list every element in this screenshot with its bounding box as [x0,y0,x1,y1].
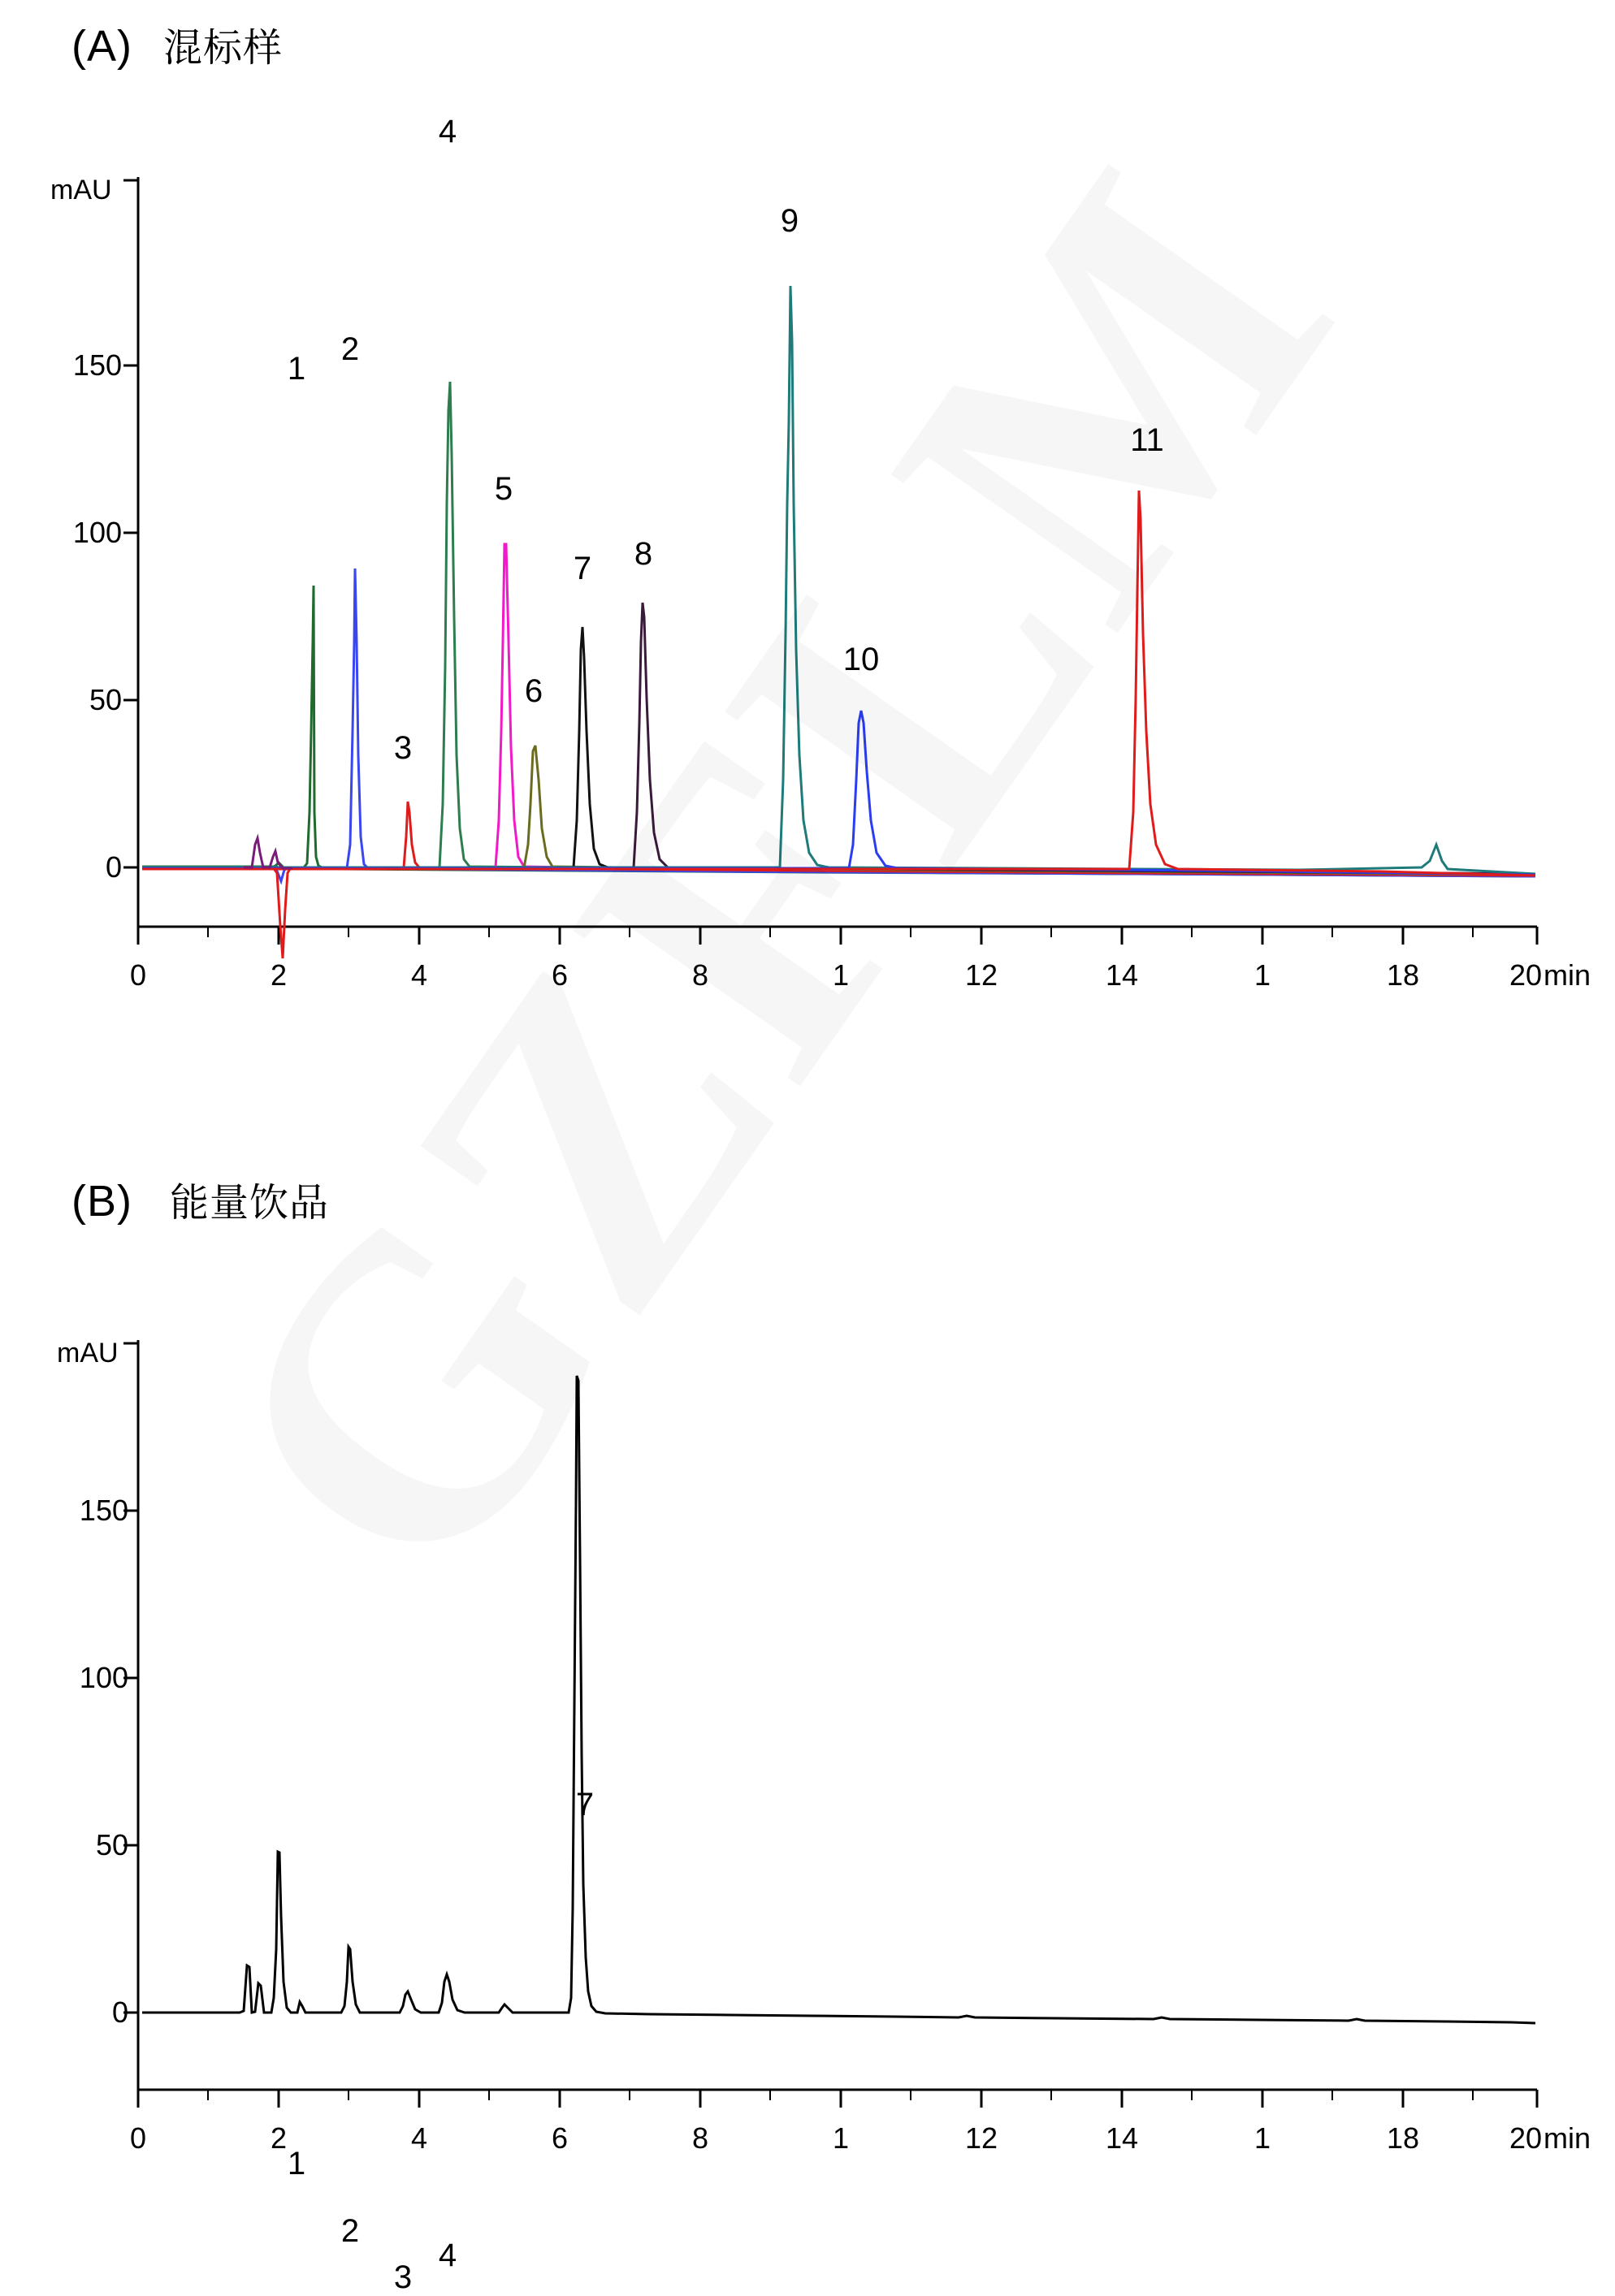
panel-a-xtick-20: 20 [1509,958,1543,992]
panel-a-xtick-16: 1 [1253,958,1271,992]
panel-a-title-text: 混标样 [163,25,284,71]
panel-a-peak-label-7: 7 [573,551,592,586]
panel-a-ytick-0: 0 [105,850,122,884]
panel-b-xtick-20: 20 [1509,2121,1543,2155]
panel-a-xtick-2: 2 [270,958,288,992]
panel-b-ytick-100: 100 [79,1661,128,1694]
chromatogram-panel-b [0,1137,1615,2295]
panel-b-y-axis-label: mAU [57,1338,119,1369]
panel-b-peak-label-4: 4 [438,2238,457,2273]
panel-a-peak-label-6: 6 [524,673,543,709]
panel-a-xtick-10: 1 [832,958,850,992]
panel-b-xtick-8: 8 [691,2121,709,2155]
panel-a-peak-label-1: 1 [287,351,306,387]
panel-b-xtick-18: 18 [1386,2121,1420,2155]
panel-a-xtick-14: 14 [1105,958,1139,992]
chromatogram-panel-a [0,0,1615,1080]
panel-b-xtick-16: 1 [1253,2121,1271,2155]
panel-a-peak-label-2: 2 [340,331,360,367]
panel-a-peak-label-8: 8 [634,536,653,572]
panel-b-ytick-0: 0 [111,1995,128,2029]
panel-a-ytick-50: 50 [89,683,122,716]
trace-front-noise [244,838,292,868]
panel-a-ytick-150: 150 [72,348,122,382]
panel-a-peak-label-11: 11 [1130,422,1164,458]
panel-a-peak-label-10: 10 [842,642,880,677]
panel-b-xtick-10: 1 [832,2121,850,2155]
panel-b-ytick-50: 50 [95,1828,128,1861]
panel-a-xtick-18: 18 [1386,958,1420,992]
panel-b-plot-svg [0,1137,1615,2220]
panel-b-xtick-4: 4 [410,2121,428,2155]
panel-a-plot-svg [0,0,1615,1080]
panel-b-xtick-2: 2 [270,2121,288,2155]
panel-a-xtick-12: 12 [964,958,998,992]
panel-a-xtick-0: 0 [129,958,147,992]
panel-a-xtick-6: 6 [551,958,569,992]
panel-a-x-unit: min [1544,958,1591,992]
panel-b-xtick-12: 12 [964,2121,998,2155]
panel-a-peak-label-3: 3 [393,730,413,766]
panel-b-x-unit: min [1544,2121,1591,2155]
panel-a-axes [123,177,1537,945]
panel-a-traces [142,286,1535,958]
panel-b-peak-label-7: 7 [575,1787,595,1823]
panel-a-tag: (A) [71,22,132,71]
panel-b-peak-label-3: 3 [393,2259,413,2295]
panel-a-ytick-100: 100 [72,516,122,549]
panel-b-peak-label-1: 1 [287,2146,306,2181]
panel-b-xtick-0: 0 [129,2121,147,2155]
panel-b-title-text: 能量饮品 [170,1180,330,1226]
panel-a-peak-label-5: 5 [494,471,513,507]
panel-b-xtick-14: 14 [1105,2121,1139,2155]
panel-a-xtick-8: 8 [691,958,709,992]
panel-b-peak-label-2: 2 [340,2213,360,2249]
panel-b-ytick-150: 150 [79,1494,128,1527]
panel-b-tag: (B) [71,1177,132,1226]
trace-peak-2 [142,569,1535,881]
panel-a-y-axis-label: mAU [50,175,112,205]
panel-a-peak-label-4: 4 [438,114,457,149]
panel-b-trace [142,1376,1535,2023]
panel-a-peak-label-9: 9 [780,203,799,239]
panel-a-xtick-4: 4 [410,958,428,992]
panel-b-xtick-6: 6 [551,2121,569,2155]
panel-b-axes [123,1340,1537,2108]
